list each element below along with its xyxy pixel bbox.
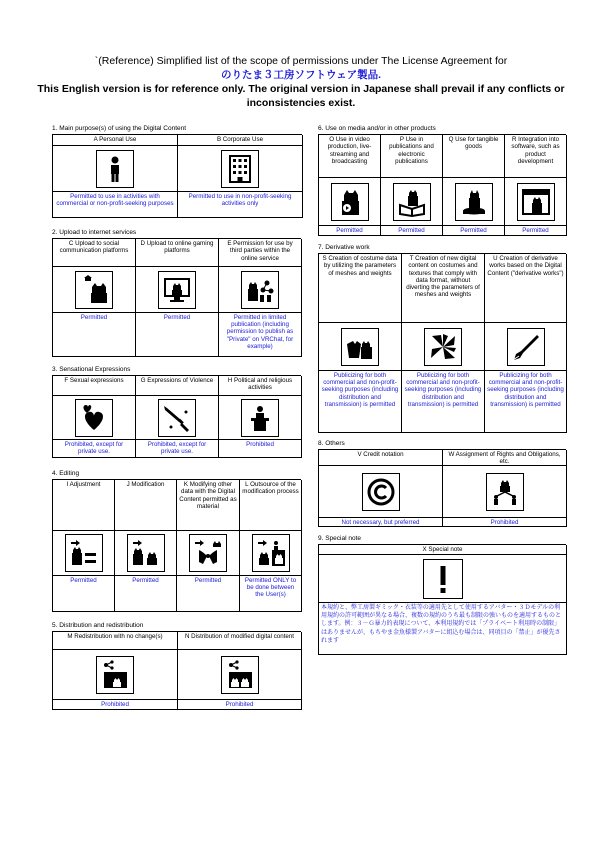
permission-text: Prohibited bbox=[178, 700, 302, 710]
col-header: C Upload to social communication platforms bbox=[53, 239, 136, 267]
col-header: O Use in video production, live-streaming and broadcasting bbox=[319, 135, 381, 178]
knife-icon bbox=[158, 399, 196, 437]
col-header: V Credit notation bbox=[319, 450, 443, 466]
col-header: Q Use for tangible goods bbox=[443, 135, 505, 178]
section-title: 2. Upload to internet services bbox=[52, 229, 137, 236]
col-header: B Corporate Use bbox=[178, 135, 303, 146]
share-cat-icon bbox=[241, 271, 279, 309]
col-header: X Special note bbox=[319, 545, 567, 555]
podium-icon bbox=[241, 399, 279, 437]
permission-text: Permitted bbox=[381, 226, 443, 236]
permission-text: Permitted bbox=[505, 226, 567, 236]
outsource-icon bbox=[252, 534, 290, 572]
section-title: 8. Others bbox=[318, 440, 345, 447]
col-header: I Adjustment bbox=[53, 480, 115, 531]
permission-text: Permitted in limited publication (including permission to publish as "Private" on VRChat, for example) bbox=[219, 313, 302, 357]
adjust-icon bbox=[65, 534, 103, 572]
exclamation-icon bbox=[423, 559, 463, 599]
special-note-text: 本規約と、弊工房製ギミック・衣装等の適用先として使用するアバター・３Ｄモデルの利用規約の許可範囲が異なる場合、複数の規約のうち最も制限の強いものを適用するものとします。例：３－Ｇ暴力的表現について、本利用規約では「プライベート利用時の制限」はありませんが、もちやま金魚様製アバターに組込む場合は、同項目の「禁止」が優先されます bbox=[319, 603, 567, 655]
section-title: 3. Sensational Expressions bbox=[52, 366, 131, 373]
permission-text: Prohibited bbox=[219, 440, 302, 458]
monitor-cat-icon bbox=[158, 271, 196, 309]
section-title: 5. Distribution and redistribution bbox=[52, 622, 144, 629]
col-header: H Political and religious activities bbox=[219, 376, 302, 396]
col-header: A Personal Use bbox=[53, 135, 178, 146]
section-upload bbox=[52, 229, 301, 357]
permission-text: Prohibited, except for private use. bbox=[53, 440, 136, 458]
redistribute-modified-icon bbox=[221, 656, 259, 694]
permission-text: Permitted bbox=[136, 313, 219, 357]
permission-text: Prohibited, except for private use. bbox=[136, 440, 219, 458]
section-title: 4. Editing bbox=[52, 470, 80, 477]
fabric-icon bbox=[424, 328, 462, 366]
building-icon bbox=[221, 150, 259, 188]
section-title: 7. Derivative work bbox=[318, 244, 370, 251]
permission-text: Publicizing for both commercial and non-profit-seeking purposes (including distribution and transmission) is permitted bbox=[319, 371, 402, 433]
document-header bbox=[20, 54, 582, 110]
permission-text: Permitted bbox=[177, 576, 240, 612]
figure-cat-icon bbox=[455, 183, 493, 221]
person-icon bbox=[96, 150, 134, 188]
redistribute-icon bbox=[96, 656, 134, 694]
col-header: J Modification bbox=[115, 480, 177, 531]
col-header: W Assignment of Rights and Obligations, etc. bbox=[443, 450, 567, 466]
col-header: R Integration into software, such as product development bbox=[505, 135, 567, 178]
header-line-1: `(Reference) Simplified list of the scope of permissions under The License Agreement for bbox=[94, 55, 508, 67]
video-cat-icon bbox=[331, 183, 369, 221]
section-derivative bbox=[318, 244, 566, 433]
costume-icon bbox=[341, 328, 379, 366]
header-product-name: のりたま３工房ソフトウェア製品. bbox=[221, 69, 381, 81]
header-disclaimer: This English version is for reference only. The original version in Japanese shall prevail if any conflicts or inconsistencies exist. bbox=[37, 83, 565, 109]
permission-text: Publicizing for both commercial and non-profit-seeking purposes (including distribution and transmission) is permitted bbox=[402, 371, 485, 433]
hearts-icon bbox=[75, 399, 113, 437]
assignment-icon bbox=[486, 473, 524, 511]
col-header: N Distribution of modified digital content bbox=[178, 632, 302, 650]
col-header: L Outsource of the modification process bbox=[240, 480, 302, 531]
section-distribution bbox=[52, 622, 301, 710]
permission-text: Permitted bbox=[115, 576, 177, 612]
permission-text: Permitted bbox=[443, 226, 505, 236]
col-header: T Creation of new digital content on costumes and textures that comply with data format, without diverting the parameters of meshes and weights bbox=[402, 254, 485, 323]
permission-text: Permitted to use in non-profit-seeking activities only bbox=[178, 192, 303, 218]
section-media bbox=[318, 125, 566, 236]
section-title: 9. Special note bbox=[318, 535, 362, 542]
col-header: E Permission for use by third parties within the online service bbox=[219, 239, 302, 267]
permission-text: Prohibited bbox=[53, 700, 178, 710]
col-header: P Use in publications and electronic publications bbox=[381, 135, 443, 178]
upload-cat-icon bbox=[75, 271, 113, 309]
permission-text: Permitted bbox=[53, 576, 115, 612]
col-header: S Creation of costume data by utilizing the parameters of meshes and weights bbox=[319, 254, 402, 323]
col-header: F Sexual expressions bbox=[53, 376, 136, 396]
ribbon-icon bbox=[189, 534, 227, 572]
col-header: M Redistribution with no change(s) bbox=[53, 632, 178, 650]
permission-text: Not necessary, but preferred bbox=[319, 518, 443, 527]
permission-text: Permitted bbox=[53, 313, 136, 357]
modify-icon bbox=[127, 534, 165, 572]
copyright-icon bbox=[362, 473, 400, 511]
section-special-note bbox=[318, 535, 566, 655]
section-main-purpose bbox=[52, 125, 302, 218]
pen-icon bbox=[507, 328, 545, 366]
permission-text: Permitted to use in activities with commercial or non-profit-seeking purposes bbox=[53, 192, 178, 218]
section-editing bbox=[52, 470, 301, 612]
col-header: G Expressions of Violence bbox=[136, 376, 219, 396]
permission-text: Permitted ONLY to be done between the User(s) bbox=[240, 576, 302, 612]
book-cat-icon bbox=[393, 183, 431, 221]
section-title: 1. Main purpose(s) of using the Digital Content bbox=[52, 125, 187, 132]
col-header: D Upload to online gaming platforms bbox=[136, 239, 219, 267]
permission-text: Permitted bbox=[319, 226, 381, 236]
section-sensational bbox=[52, 366, 301, 458]
col-header: K Modifying other data with the Digital Content permitted as material bbox=[177, 480, 240, 531]
permission-text: Prohibited bbox=[443, 518, 567, 527]
permission-text: Publicizing for both commercial and non-profit-seeking purposes (including distribution and transmission) is permitted bbox=[485, 371, 567, 433]
window-cat-icon bbox=[517, 183, 555, 221]
section-title: 6. Use on media and/or in other products bbox=[318, 125, 436, 132]
section-others bbox=[318, 440, 566, 527]
col-header: U Creation of derivative works based on the Digital Content ("derivative works") bbox=[485, 254, 567, 323]
